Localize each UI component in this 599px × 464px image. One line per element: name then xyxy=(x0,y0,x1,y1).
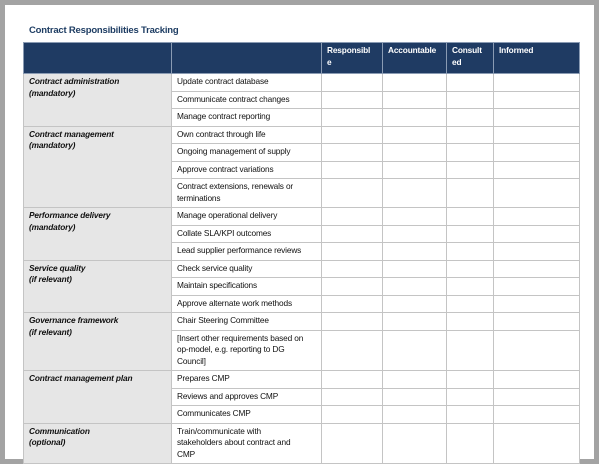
accountable-cell xyxy=(383,208,447,226)
responsible-cell xyxy=(322,74,383,92)
consulted-cell xyxy=(447,161,494,179)
task-text: Council] xyxy=(177,355,206,366)
accountable-cell xyxy=(383,423,447,464)
informed-cell xyxy=(494,225,580,243)
informed-cell xyxy=(494,208,580,226)
area-name: Governance framework xyxy=(29,315,119,325)
task-text: stakeholders about contract and xyxy=(177,437,291,447)
header-informed xyxy=(494,43,580,74)
area-qualifier: (if relevant) xyxy=(29,274,72,284)
responsible-cell xyxy=(322,371,383,389)
responsible-cell xyxy=(322,243,383,261)
informed-cell xyxy=(494,260,580,278)
task-cell xyxy=(172,313,322,331)
header-responsible xyxy=(322,43,383,74)
informed-cell xyxy=(494,243,580,261)
area-name: Contract management xyxy=(29,128,114,139)
consulted-cell xyxy=(447,126,494,144)
consulted-cell xyxy=(447,260,494,278)
task-cell xyxy=(172,179,322,208)
task-cell xyxy=(172,144,322,162)
responsibility-area xyxy=(24,208,172,261)
area-qualifier: (optional) xyxy=(29,437,66,447)
task-text: Maintain specifications xyxy=(177,280,258,290)
accountable-cell xyxy=(383,313,447,331)
area-qualifier: (mandatory) xyxy=(29,221,76,232)
consulted-cell xyxy=(447,423,494,464)
area-name: Contract administration xyxy=(29,76,120,86)
responsible-cell xyxy=(322,330,383,371)
accountable-cell xyxy=(383,91,447,109)
responsible-cell xyxy=(322,278,383,296)
informed-cell xyxy=(494,371,580,389)
task-text: Train/communicate with xyxy=(177,425,261,436)
consulted-cell xyxy=(447,330,494,371)
header-text: Consult xyxy=(452,45,482,55)
task-cell xyxy=(172,388,322,406)
task-cell xyxy=(172,371,322,389)
consulted-cell xyxy=(447,278,494,296)
task-cell xyxy=(172,330,322,371)
informed-cell xyxy=(494,74,580,92)
responsible-cell xyxy=(322,406,383,424)
area-name: Contract management plan xyxy=(29,373,133,383)
task-text: Communicate contract changes xyxy=(177,93,290,104)
accountable-cell xyxy=(383,406,447,424)
header-task xyxy=(172,43,322,74)
responsible-cell xyxy=(322,161,383,179)
area-name: Communication xyxy=(29,425,90,436)
task-cell xyxy=(172,208,322,226)
task-cell xyxy=(172,278,322,296)
responsible-cell xyxy=(322,91,383,109)
informed-cell xyxy=(494,278,580,296)
task-text: Prepares CMP xyxy=(177,373,230,383)
table-row xyxy=(24,126,580,144)
area-name: Service quality xyxy=(29,262,86,273)
task-cell xyxy=(172,295,322,313)
table-row xyxy=(24,260,580,278)
consulted-cell xyxy=(447,225,494,243)
table-row xyxy=(24,208,580,226)
responsibility-area xyxy=(24,126,172,208)
responsible-cell xyxy=(322,260,383,278)
informed-cell xyxy=(494,126,580,144)
informed-cell xyxy=(494,109,580,127)
responsible-cell xyxy=(322,144,383,162)
header-text: Responsibl xyxy=(327,45,371,55)
table-row xyxy=(24,74,580,92)
consulted-cell xyxy=(447,243,494,261)
responsible-cell xyxy=(322,295,383,313)
informed-cell xyxy=(494,144,580,162)
informed-cell xyxy=(494,330,580,371)
header-accountable xyxy=(383,43,447,74)
header-text: Accountable xyxy=(388,45,437,55)
task-text: Collate SLA/KPI outcomes xyxy=(177,227,272,238)
area-qualifier: (mandatory) xyxy=(29,87,76,98)
task-text: Communicates CMP xyxy=(177,408,251,418)
header-text: Informed xyxy=(499,45,534,55)
accountable-cell xyxy=(383,179,447,208)
task-text: Approve alternate work methods xyxy=(177,297,292,308)
task-text: Manage operational delivery xyxy=(177,210,278,220)
responsibility-area xyxy=(24,423,172,464)
task-text: op-model, e.g. reporting to DG xyxy=(177,344,285,354)
task-text: Check service quality xyxy=(177,262,253,273)
task-text: terminations xyxy=(177,192,221,203)
table-row xyxy=(24,371,580,389)
informed-cell xyxy=(494,423,580,464)
responsibility-area xyxy=(24,260,172,313)
task-cell xyxy=(172,126,322,144)
task-cell xyxy=(172,225,322,243)
accountable-cell xyxy=(383,144,447,162)
task-text: Chair Steering Committee xyxy=(177,315,269,325)
consulted-cell xyxy=(447,388,494,406)
header-consulted xyxy=(447,43,494,74)
task-cell xyxy=(172,109,322,127)
task-text: CMP xyxy=(177,448,195,459)
informed-cell xyxy=(494,179,580,208)
area-name: Performance delivery xyxy=(29,210,111,220)
accountable-cell xyxy=(383,225,447,243)
responsibility-area xyxy=(24,371,172,424)
responsible-cell xyxy=(322,225,383,243)
informed-cell xyxy=(494,406,580,424)
accountable-cell xyxy=(383,260,447,278)
consulted-cell xyxy=(447,179,494,208)
area-qualifier: (mandatory) xyxy=(29,140,76,150)
header-row xyxy=(24,43,580,74)
accountable-cell xyxy=(383,126,447,144)
task-text: Lead supplier performance reviews xyxy=(177,245,302,255)
document-page xyxy=(5,5,594,459)
responsible-cell xyxy=(322,179,383,208)
responsible-cell xyxy=(322,208,383,226)
table-row xyxy=(24,423,580,464)
header-area xyxy=(24,43,172,74)
informed-cell xyxy=(494,91,580,109)
informed-cell xyxy=(494,295,580,313)
accountable-cell xyxy=(383,388,447,406)
task-text: Manage contract reporting xyxy=(177,111,271,121)
responsible-cell xyxy=(322,423,383,464)
raci-table xyxy=(23,42,580,464)
task-cell xyxy=(172,74,322,92)
header-text: e xyxy=(327,56,332,67)
task-cell xyxy=(172,243,322,261)
consulted-cell xyxy=(447,371,494,389)
document-title: Contract Responsibilities Tracking xyxy=(29,25,179,36)
accountable-cell xyxy=(383,74,447,92)
consulted-cell xyxy=(447,208,494,226)
accountable-cell xyxy=(383,371,447,389)
responsibility-area xyxy=(24,74,172,127)
consulted-cell xyxy=(447,74,494,92)
consulted-cell xyxy=(447,313,494,331)
accountable-cell xyxy=(383,243,447,261)
task-text: Approve contract variations xyxy=(177,163,274,174)
task-cell xyxy=(172,423,322,464)
informed-cell xyxy=(494,313,580,331)
accountable-cell xyxy=(383,109,447,127)
task-cell xyxy=(172,260,322,278)
accountable-cell xyxy=(383,330,447,371)
responsible-cell xyxy=(322,126,383,144)
area-qualifier: (if relevant) xyxy=(29,326,72,337)
informed-cell xyxy=(494,161,580,179)
task-text: Reviews and approves CMP xyxy=(177,390,279,401)
consulted-cell xyxy=(447,91,494,109)
task-text: Contract extensions, renewals or xyxy=(177,181,294,191)
task-text: Update contract database xyxy=(177,76,269,86)
task-text: [Insert other requirements based on xyxy=(177,332,304,343)
table-row xyxy=(24,313,580,331)
task-cell xyxy=(172,406,322,424)
header-text: ed xyxy=(452,56,462,67)
task-cell xyxy=(172,91,322,109)
accountable-cell xyxy=(383,278,447,296)
consulted-cell xyxy=(447,406,494,424)
task-text: Ongoing management of supply xyxy=(177,146,291,156)
responsible-cell xyxy=(322,313,383,331)
consulted-cell xyxy=(447,109,494,127)
responsibility-area xyxy=(24,313,172,371)
accountable-cell xyxy=(383,161,447,179)
accountable-cell xyxy=(383,295,447,313)
task-text: Own contract through life xyxy=(177,128,266,139)
consulted-cell xyxy=(447,295,494,313)
task-cell xyxy=(172,161,322,179)
informed-cell xyxy=(494,388,580,406)
responsible-cell xyxy=(322,109,383,127)
consulted-cell xyxy=(447,144,494,162)
responsible-cell xyxy=(322,388,383,406)
